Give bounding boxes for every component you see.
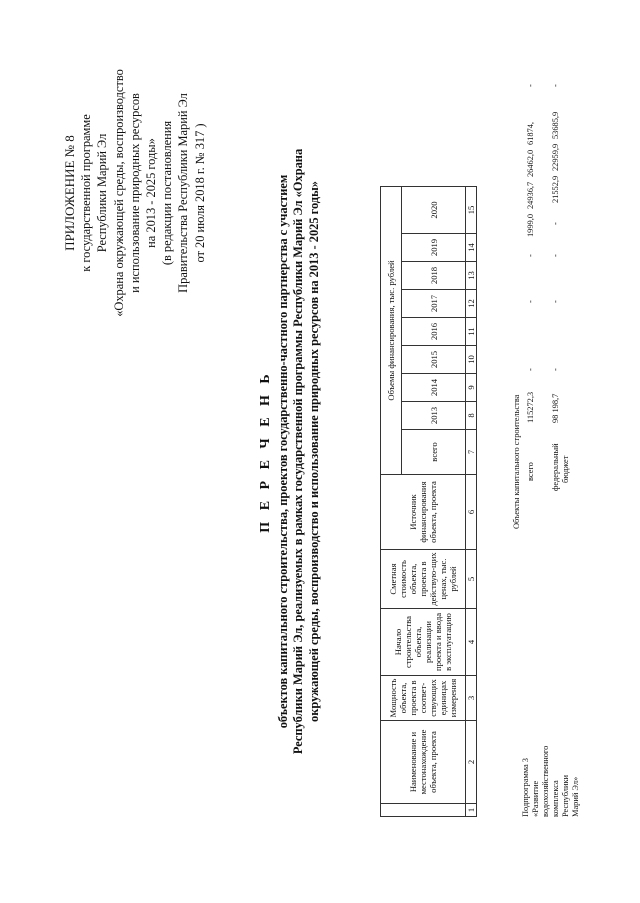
- column-number: 6: [466, 475, 477, 550]
- column-number: 12: [466, 290, 477, 318]
- subprogram-name: Подпрограмма 3 «Развитие водохозяйственного комплекса Республики Марий Эл»: [521, 745, 580, 817]
- row-value: -: [526, 254, 535, 257]
- header-cell: Сметная стоимость объекта, проекта в действую-щих ценах, тыс. рублей: [381, 550, 466, 609]
- row-value: -: [551, 368, 560, 371]
- row-source: федеральный бюджет: [551, 443, 570, 491]
- row-value: -: [551, 84, 560, 87]
- row-value: 1999,0: [526, 213, 535, 237]
- column-number: 3: [466, 676, 477, 721]
- appendix-line: «Охрана окружающей среды, воспроизводство: [111, 69, 126, 317]
- column-number: 9: [466, 374, 477, 402]
- header-cell-year: 2018: [402, 262, 466, 290]
- header-cell-year: 2017: [402, 290, 466, 318]
- header-cell-year: 2016: [402, 318, 466, 346]
- column-number: 8: [466, 402, 477, 430]
- heading-line: Республики Марий Эл, реализуемых в рамках государственной программы Республики Марий Эл «Охрана: [291, 148, 306, 755]
- header-cell-year: 2020: [402, 187, 466, 234]
- appendix-line: к государственной программе: [79, 114, 94, 272]
- column-number: 14: [466, 234, 477, 262]
- column-number: 7: [466, 430, 477, 475]
- row-value: -: [526, 300, 535, 303]
- header-cell: Источник финансирования объекта, проекта: [381, 475, 466, 550]
- section-label: Объекты капитального строительства: [512, 394, 521, 529]
- row-value: -: [551, 254, 560, 257]
- heading-title: П Е Р Е Ч Е Н Ь: [258, 370, 273, 533]
- column-number: 11: [466, 318, 477, 346]
- row-value: 21552,9: [551, 175, 560, 203]
- heading-line: окружающей среды, воспроизводство и использование природных ресурсов на 2013 - 2025 годы»: [306, 181, 321, 722]
- column-number: 5: [466, 550, 477, 609]
- row-value: -: [526, 368, 535, 371]
- column-number: 4: [466, 609, 477, 676]
- header-cell: [381, 804, 466, 817]
- row-total: 115272,3: [526, 391, 535, 423]
- column-number: 2: [466, 721, 477, 804]
- row-value: 24936,7: [526, 181, 535, 209]
- appendix-block: [62, 43, 208, 343]
- row-value: 53685,9: [551, 111, 560, 139]
- row-value: -: [551, 222, 560, 225]
- row-value: -: [551, 300, 560, 303]
- row-source: всего: [526, 462, 535, 481]
- appendix-title: ПРИЛОЖЕНИЕ № 8: [62, 135, 77, 251]
- column-number: 15: [466, 187, 477, 234]
- header-cell-year: 2013: [402, 402, 466, 430]
- appendix-line: на 2013 - 2025 годы»: [144, 138, 159, 248]
- appendix-line: и использование природных ресурсов: [127, 93, 142, 293]
- column-number: 13: [466, 262, 477, 290]
- appendix-line: Правительства Республики Марий Эл: [176, 93, 191, 293]
- row-value: 26462,0: [526, 149, 535, 177]
- document-heading: [258, 20, 322, 883]
- appendix-line: от 20 июля 2018 г. № 317 ): [192, 123, 207, 263]
- appendix-line: (в редакции постановления: [160, 120, 175, 266]
- column-number: 1: [466, 804, 477, 817]
- header-cell-year: 2014: [402, 374, 466, 402]
- funding-table: [380, 186, 477, 817]
- heading-line: объектов капитального строительства, проектов государственно-частного партнерства с участием: [276, 174, 290, 729]
- header-cell-year: 2015: [402, 346, 466, 374]
- header-cell: Мощность объекта, проекта в соответ-ствующих единицах измерения: [381, 676, 466, 721]
- header-cell: Начало строительства объекта, реализации проекта и ввода в эксплуатацию: [381, 609, 466, 676]
- header-cell-funding: Объемы финансирования, тыс. рублей: [381, 187, 402, 475]
- table-body: [509, 17, 639, 817]
- header-cell: Наименование и местонахождение объекта, проекта: [381, 721, 466, 804]
- header-cell-year: 2019: [402, 234, 466, 262]
- appendix-line: Республики Марий Эл: [95, 133, 110, 253]
- row-value: -: [526, 84, 535, 87]
- row-total: 98 198,7: [551, 393, 560, 423]
- column-number: 10: [466, 346, 477, 374]
- row-value: 61874,: [526, 121, 535, 145]
- header-cell-total: всего: [402, 430, 466, 475]
- row-value: 22959,9: [551, 143, 560, 171]
